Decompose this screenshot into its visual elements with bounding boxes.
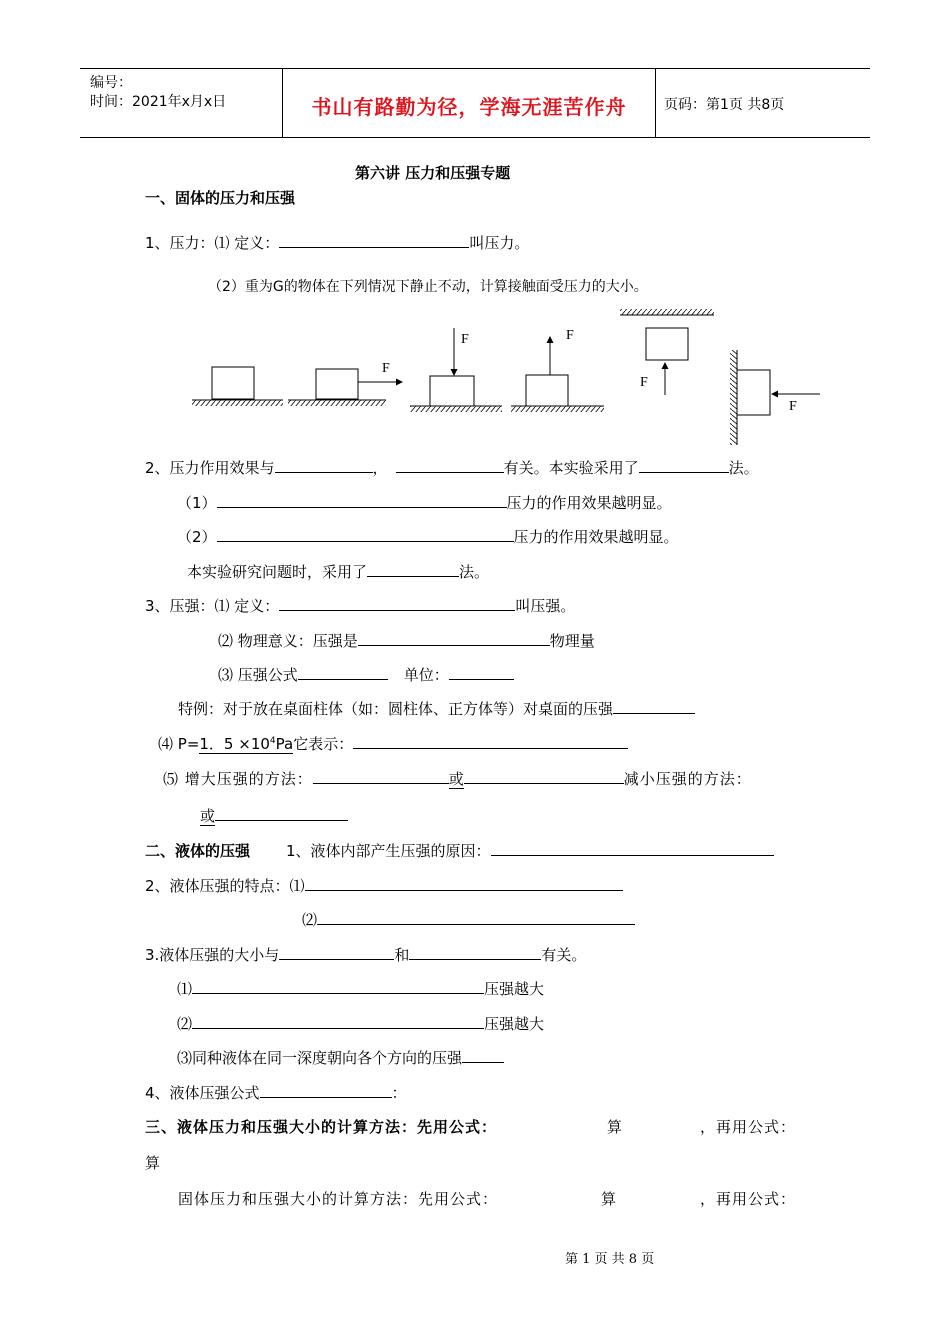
s2-q3-2	[177, 1013, 544, 1034]
s1-q3-5b	[200, 805, 348, 826]
s3-line1	[145, 1116, 745, 1137]
force-label-3: F	[461, 332, 469, 347]
blank[interactable]	[275, 457, 373, 473]
force-label-4: F	[566, 328, 574, 343]
blank[interactable]	[305, 875, 623, 891]
header-table	[80, 68, 870, 138]
s2-q2	[145, 875, 623, 896]
blank[interactable]	[192, 978, 484, 994]
s3-line2: 固体压力和压强大小的计算方法：先用公式：	[178, 1190, 499, 1208]
blank[interactable]	[215, 805, 348, 821]
text: 3、压强：⑴ 定义：	[145, 597, 280, 615]
text: 1、液体内部产生压强的原因：	[286, 842, 491, 860]
blank[interactable]	[279, 595, 515, 611]
text: 和	[394, 946, 410, 964]
s3-line1-again: ，再用公式：	[700, 1118, 797, 1136]
text: 压强越大	[484, 980, 545, 998]
text: （1）	[177, 494, 217, 512]
text: 2、压力作用效果与	[145, 459, 275, 477]
blank[interactable]	[464, 768, 624, 784]
force-label-6: F	[789, 399, 797, 414]
blank[interactable]	[491, 840, 774, 856]
s3-line1-end: 算	[145, 1154, 161, 1172]
force-label-5: F	[640, 375, 648, 390]
section3-heading: 三、液体压力和压强大小的计算方法：先用公式：	[145, 1118, 498, 1136]
text: ：	[391, 1084, 407, 1102]
text: 压强越大	[484, 1015, 545, 1033]
text: ，	[372, 459, 388, 477]
blank[interactable]	[279, 944, 394, 960]
s1-q2-1	[177, 492, 672, 513]
section1-heading: 一、固体的压力和压强	[145, 189, 296, 207]
page-info: 页码：第1页 共8页	[664, 97, 785, 113]
blank[interactable]	[192, 1013, 484, 1029]
unit: Pa	[275, 735, 294, 753]
text: 有关。本实验采用了	[503, 459, 639, 477]
text: ⑷ P=	[158, 735, 200, 753]
text: ⑴	[177, 980, 193, 998]
text: 减小压强的方法：	[623, 770, 752, 788]
motto-cell	[282, 69, 656, 137]
force-diagrams	[180, 305, 830, 450]
s1-q2-2	[177, 526, 679, 547]
s3-line1-suan: 算	[607, 1118, 623, 1136]
text: 有关。	[541, 946, 587, 964]
s1-special	[178, 698, 695, 719]
s3-line2-again: ，再用公式：	[700, 1190, 797, 1208]
number-label: 编号：	[90, 75, 132, 91]
s1-q3-3	[218, 664, 514, 685]
text: ⑶ 压强公式	[218, 666, 298, 684]
text: 3.液体压强的大小与	[145, 946, 280, 964]
text: ⑶同种液体在同一深度朝向各个方向的压强	[177, 1049, 463, 1067]
s1-q3-4	[158, 733, 628, 754]
text: 法。	[728, 459, 759, 477]
s1-q1-tail: 叫压力。	[469, 234, 530, 252]
blank[interactable]	[298, 664, 388, 680]
text: 或	[200, 807, 216, 825]
s2-q3	[145, 944, 586, 965]
blank[interactable]	[279, 232, 469, 248]
s1-q1	[145, 232, 529, 253]
s1-q1-label: 1、压力：⑴ 定义：	[145, 234, 280, 252]
s3-line2-suan: 算	[601, 1190, 617, 1208]
diagram-2	[288, 361, 402, 406]
blank[interactable]	[639, 457, 729, 473]
text: ⑸ 增大压强的方法：	[163, 770, 313, 788]
text: 本实验研究问题时，采用了	[187, 563, 368, 581]
blank[interactable]	[367, 561, 459, 577]
force-label-2: F	[382, 361, 390, 376]
text: ⑵	[302, 911, 318, 929]
text: 单位：	[403, 666, 449, 684]
text: 或	[448, 770, 464, 788]
text: 4、液体压强公式	[145, 1084, 260, 1102]
blank[interactable]	[313, 768, 449, 784]
s2-q3-1	[177, 978, 544, 999]
text: 压力的作用效果越明显。	[513, 528, 679, 546]
text: 法。	[459, 563, 490, 581]
s1-q1-2: （2）重为G的物体在下列情况下静止不动，计算接触面受压力的大小。	[208, 279, 648, 295]
page-footer: 第 1 页 共 8 页	[565, 1252, 655, 1267]
text: 1．5 ×10	[199, 735, 270, 753]
diagram-1	[192, 367, 283, 406]
diagram-6	[730, 350, 820, 445]
pressure-value	[199, 735, 293, 754]
s1-q3-2	[218, 630, 595, 651]
blank[interactable]	[353, 733, 628, 749]
blank[interactable]	[217, 526, 514, 542]
blank[interactable]	[317, 909, 635, 925]
blank[interactable]	[396, 457, 504, 473]
diagram-4	[511, 328, 604, 412]
s1-q2-3	[187, 561, 489, 582]
blank[interactable]	[217, 492, 507, 508]
blank[interactable]	[409, 944, 541, 960]
blank[interactable]	[358, 630, 550, 646]
time-label: 时间：2021年x月x日	[90, 94, 227, 110]
text: （2）	[177, 528, 217, 546]
blank[interactable]	[260, 1082, 392, 1098]
exponent: 4	[269, 736, 276, 746]
s2-q4	[145, 1082, 407, 1103]
section2-heading: 二、液体的压强	[145, 842, 251, 860]
blank[interactable]	[462, 1047, 504, 1063]
diagram-5	[620, 309, 714, 395]
text: 它表示：	[293, 735, 354, 753]
s1-q2	[145, 457, 759, 478]
blank[interactable]	[449, 664, 514, 680]
text: 叫压强。	[515, 597, 576, 615]
s2-q2b	[302, 909, 635, 930]
text: 物理量	[549, 632, 595, 650]
text: 压力的作用效果越明显。	[506, 494, 672, 512]
motto: 书山有路勤为径，学海无涯苦作舟	[311, 95, 627, 119]
diagram-3	[410, 328, 502, 412]
section2-line1	[145, 840, 774, 861]
s1-q3	[145, 595, 575, 616]
s2-q3-3	[177, 1047, 504, 1068]
blank[interactable]	[613, 698, 695, 714]
text: 2、液体压强的特点：⑴	[145, 877, 305, 895]
s1-q3-5	[163, 768, 752, 789]
text: ⑵	[177, 1015, 193, 1033]
page-title: 第六讲 压力和压强专题	[355, 164, 511, 182]
text: 特例：对于放在桌面柱体（如：圆柱体、正方体等）对桌面的压强	[178, 700, 614, 718]
text: ⑵ 物理意义：压强是	[218, 632, 358, 650]
